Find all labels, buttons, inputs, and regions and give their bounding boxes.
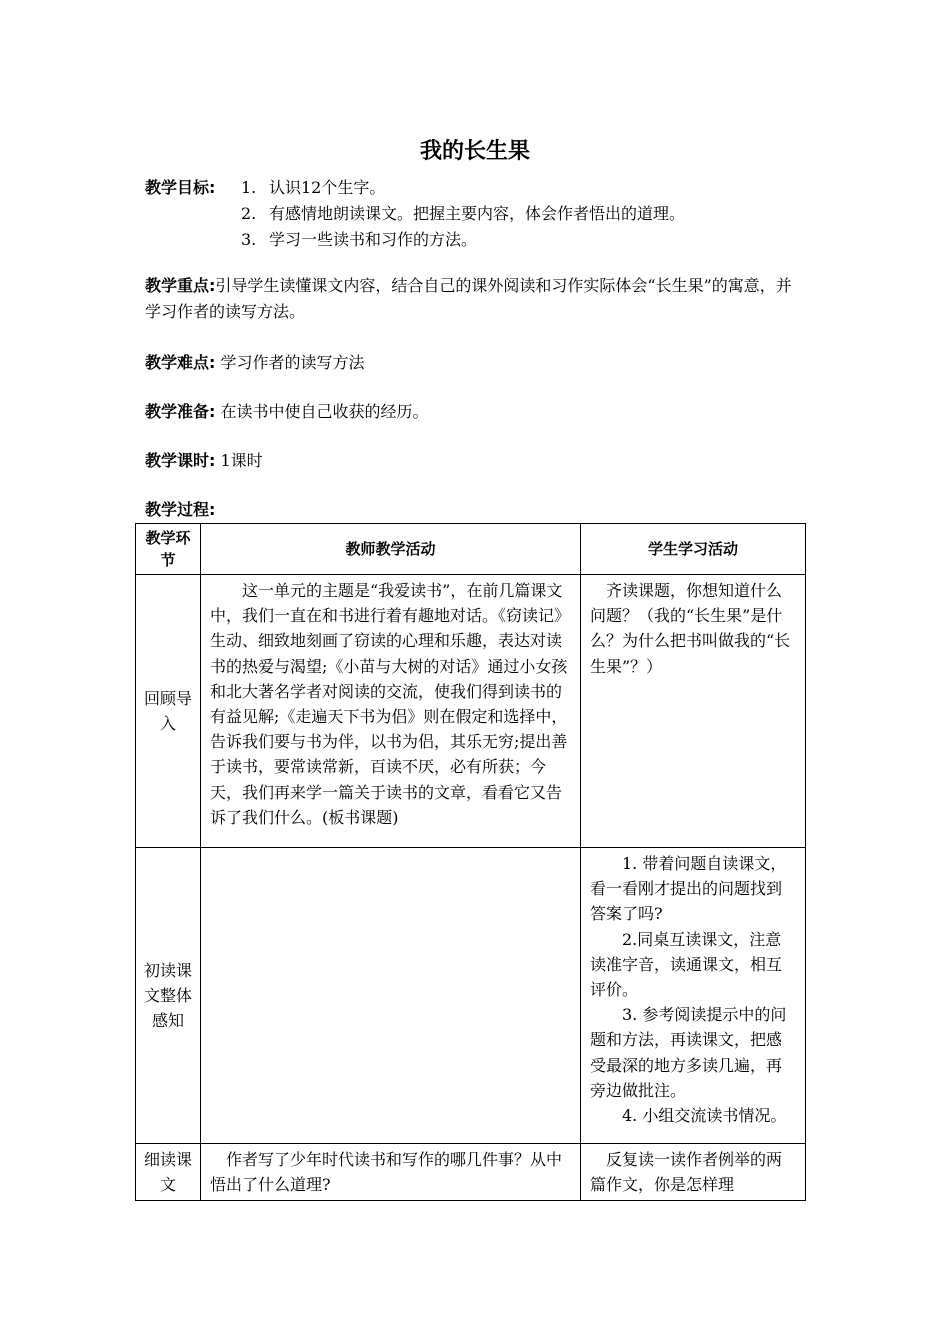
- document-title: 我的长生果: [419, 139, 530, 164]
- table-row: [136, 848, 806, 1144]
- student-activity: [581, 848, 806, 1144]
- teacher-activity: 这一单元的主题是“我爱读书”，在前几篇课文中，我们一直在和书进行着有趣地对话。《窃读记》生动、细致地刻画了窃读的心理和乐趣，表达对读书的热爱与渴望;《小苗与大树的对话》通过小女孩和北大著名学者对阅读的交流，使我们得到读书的有益见解;《走遍天下书为侣》则在假定和选择中，告诉我们要与书为伴，以书为侣，其乐无穷;提出善于读书，要常读常新，百读不厌，必有所获；今天，我们再来学一篇关于读书的文章，看看它又告诉了我们什么。(板书课题): [201, 575, 581, 848]
- preparation: 教学准备: 在读书中使自己收获的经历。: [145, 402, 429, 421]
- student-step: 2.同桌互读课文，注意读准字音，读通课文，相互评价。: [590, 929, 783, 1000]
- student-activity: 齐读课题，你想知道什么问题？（我的“长生果”是什么？为什么把书叫做我的“长生果”？）: [581, 575, 806, 848]
- table-row: [136, 575, 806, 848]
- goal-item-3: 3. 学习一些读书和习作的方法。: [241, 230, 478, 249]
- stage-cell: 细读课文: [136, 1144, 201, 1201]
- table-header-row: [136, 524, 806, 575]
- stage-cell: 回顾导入: [136, 575, 201, 848]
- header-teacher: 教师教学活动: [201, 524, 581, 575]
- class-hours: 教学课时: 1课时: [145, 451, 263, 470]
- goal-item-2: 2. 有感情地朗读课文。把握主要内容，体会作者悟出的道理。: [241, 204, 686, 223]
- student-activity: 反复读一读作者例举的两篇作文，你是怎样理: [581, 1144, 806, 1201]
- process-label: 教学过程:: [145, 500, 216, 519]
- difficulties: 教学难点: 学习作者的读写方法: [145, 353, 365, 372]
- lesson-table: [135, 523, 806, 1201]
- stage-cell: 初读课文整体感知: [136, 848, 201, 1144]
- student-step: 1. 带着问题自读课文，看一看刚才提出的问题找到答案了吗?: [590, 854, 787, 924]
- student-step: 3. 参考阅读提示中的问题和方法，再读课文，把感受最深的地方多读几遍，再旁边做批注。: [590, 1005, 787, 1100]
- key-points: 教学重点:引导学生读懂课文内容，结合自己的课外阅读和习作实际体会“长生果”的寓意，并学习作者的读写方法。: [145, 276, 792, 321]
- header-stage: 教学环节: [136, 524, 201, 575]
- header-student: 学生学习活动: [581, 524, 806, 575]
- goal-item-1: 1. 认识12个生字。: [241, 178, 386, 197]
- table-row: [136, 1144, 806, 1201]
- teacher-activity: [201, 848, 581, 1144]
- goals-label: 教学目标:: [145, 178, 216, 197]
- teacher-activity: 作者写了少年时代读书和写作的哪几件事？从中悟出了什么道理?: [201, 1144, 581, 1201]
- student-step: 4. 小组交流读书情况。: [622, 1106, 787, 1126]
